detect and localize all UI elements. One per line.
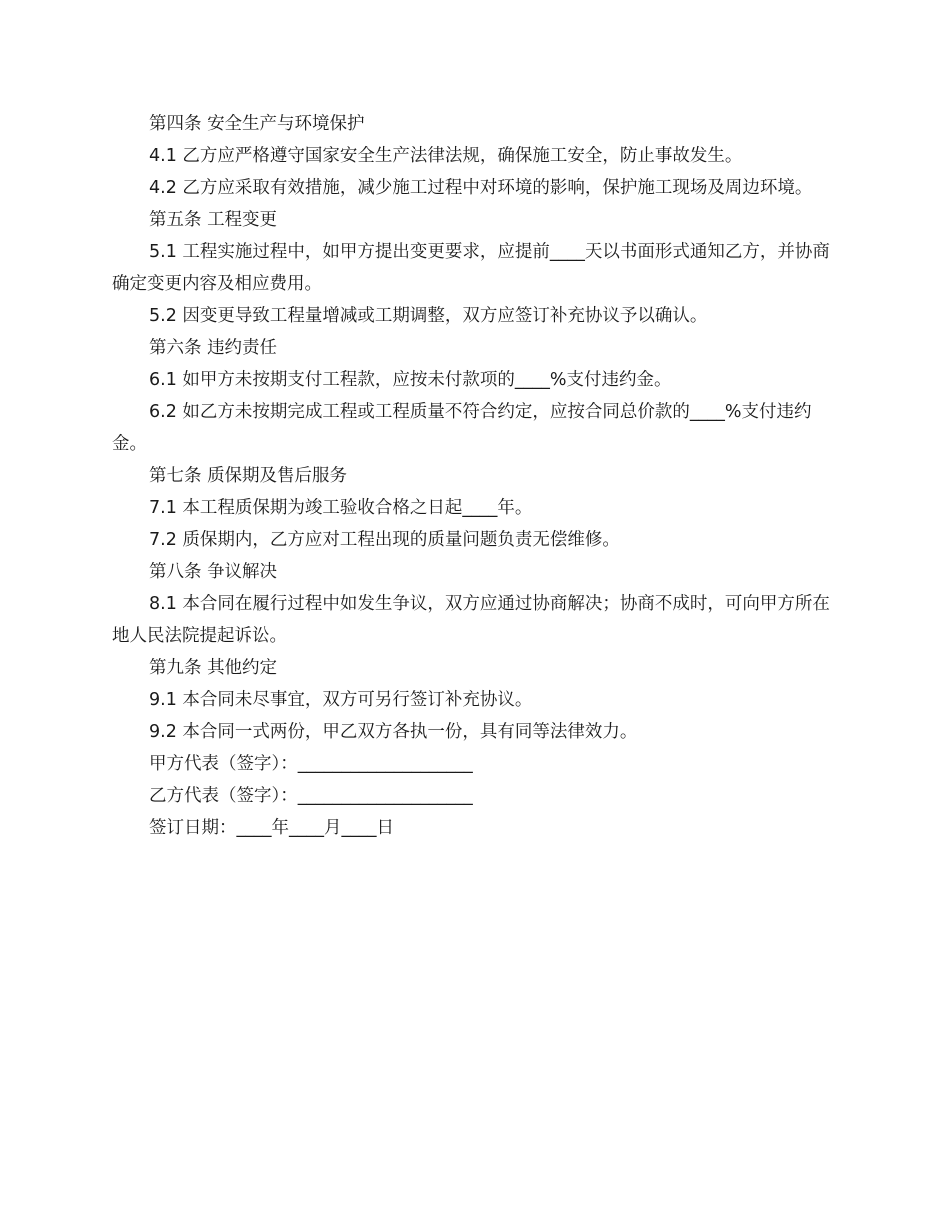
clause-5-1: 5.1 工程实施过程中，如甲方提出变更要求，应提前____天以书面形式通知乙方，并协商确定变更内容及相应费用。 bbox=[112, 242, 830, 294]
clause-6-2: 6.2 如乙方未按期完成工程或工程质量不符合约定，应按合同总价款的____%支付违约金。 bbox=[112, 402, 812, 454]
party-b-signature-line: 乙方代表（签字）：____________________ bbox=[149, 786, 473, 806]
clause-4-2: 4.2 乙方应采取有效措施，减少施工过程中对环境的影响，保护施工现场及周边环境。 bbox=[149, 178, 813, 198]
contract-body bbox=[112, 108, 837, 844]
clause-5-2: 5.2 因变更导致工程量增减或工期调整，双方应签订补充协议予以确认。 bbox=[149, 306, 708, 326]
clause-7-2: 7.2 质保期内，乙方应对工程出现的质量问题负责无偿维修。 bbox=[149, 530, 620, 550]
clause-9-1: 9.1 本合同未尽事宜，双方可另行签订补充协议。 bbox=[149, 690, 533, 710]
clause-8-1: 8.1 本合同在履行过程中如发生争议，双方应通过协商解决；协商不成时，可向甲方所在地人民法院提起诉讼。 bbox=[112, 594, 830, 646]
party-a-signature-line: 甲方代表（签字）：____________________ bbox=[149, 754, 473, 774]
article-8-heading: 第八条 争议解决 bbox=[149, 562, 278, 582]
clause-4-1: 4.1 乙方应严格遵守国家安全生产法律法规，确保施工安全，防止事故发生。 bbox=[149, 146, 743, 166]
article-5-heading: 第五条 工程变更 bbox=[149, 210, 278, 230]
clause-9-2: 9.2 本合同一式两份，甲乙双方各执一份，具有同等法律效力。 bbox=[149, 722, 638, 742]
clause-6-1: 6.1 如甲方未按期支付工程款，应按未付款项的____%支付违约金。 bbox=[149, 370, 672, 390]
article-9-heading: 第九条 其他约定 bbox=[149, 658, 278, 678]
signing-date-line: 签订日期：____年____月____日 bbox=[149, 818, 394, 838]
clause-7-1: 7.1 本工程质保期为竣工验收合格之日起____年。 bbox=[149, 498, 533, 518]
article-7-heading: 第七条 质保期及售后服务 bbox=[149, 466, 348, 486]
article-4-heading: 第四条 安全生产与环境保护 bbox=[149, 114, 365, 134]
article-6-heading: 第六条 违约责任 bbox=[149, 338, 278, 358]
